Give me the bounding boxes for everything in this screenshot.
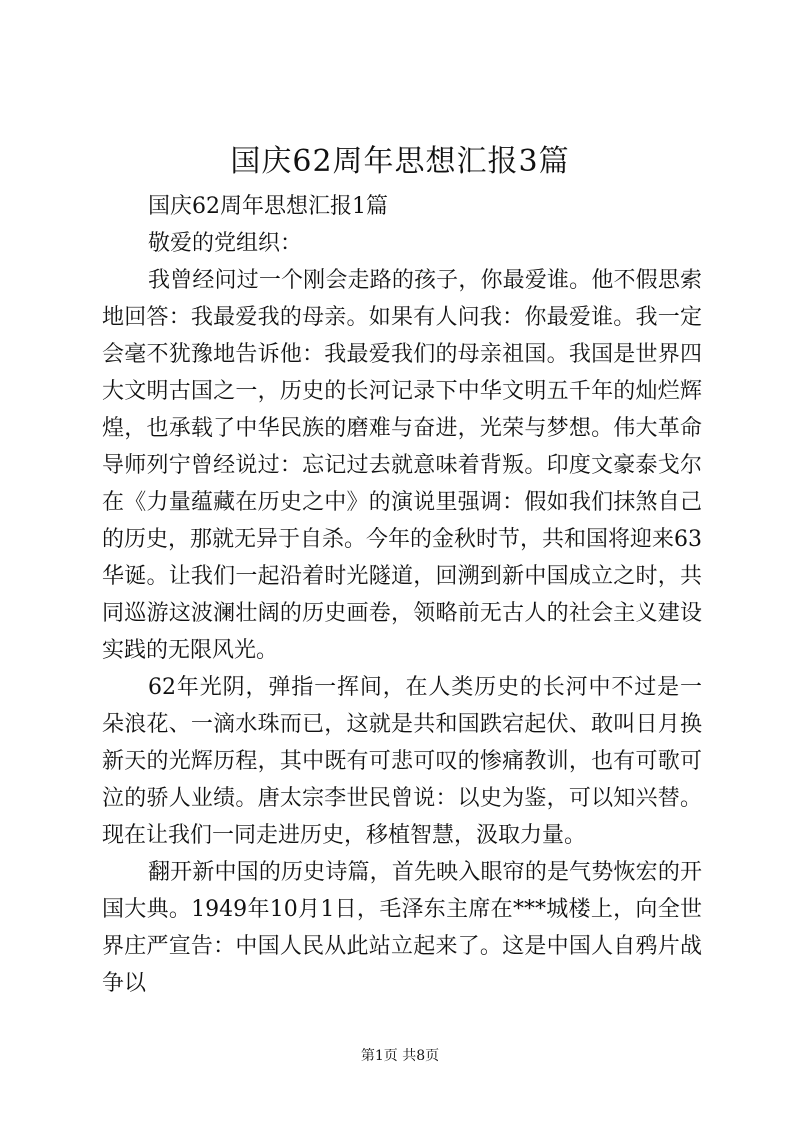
document-title: 国庆62周年思想汇报3篇 [230, 144, 570, 179]
salutation-paragraph: 敬爱的党组织： [148, 231, 303, 256]
body-paragraph: 翻开新中国的历史诗篇，首先映入眼帘的是气势恢宏的开国大典。1949年10月1日，毛泽东主席在***城楼上，向全世界庄严宣告：中国人民从此站立起来了。这是中国人自鸦片战争以 [102, 860, 702, 996]
subtitle-paragraph: 国庆62周年思想汇报1篇 [148, 194, 388, 219]
document-body [102, 188, 702, 1002]
body-paragraph: 我曾经问过一个刚会走路的孩子，你最爱谁。他不假思索地回答：我最爱我的母亲。如果有人问我：你最爱谁。我一定会毫不犹豫地告诉他：我最爱我们的母亲祖国。我国是世界四大文明古国之一，历史的长河记录下中华文明五千年的灿烂辉煌，也承载了中华民族的磨难与奋进，光荣与梦想。伟大革命导师列宁曾经说过：忘记过去就意味着背叛。印度文豪泰戈尔在《力量蕴藏在历史之中》的演说里强调：假如我们抹煞自己的历史，那就无异于自杀。今年的金秋时节，共和国将迎来63华诞。让我们一起沿着时光隧道，回溯到新中国成立之时，共同巡游这波澜壮阔的历史画卷，领略前无古人的社会主义建设实践的无限风光。 [102, 268, 702, 663]
body-paragraph: 62年光阴，弹指一挥间，在人类历史的长河中不过是一朵浪花、一滴水珠而已，这就是共和国跌宕起伏、敢叫日月换新天的光辉历程，其中既有可悲可叹的惨痛教训，也有可歌可泣的骄人业绩。唐太宗李世民曾说：以史为鉴，可以知兴替。现在让我们一同走进历史，移植智慧，汲取力量。 [102, 675, 702, 848]
page-footer: 第1页 共8页 [360, 1048, 440, 1064]
